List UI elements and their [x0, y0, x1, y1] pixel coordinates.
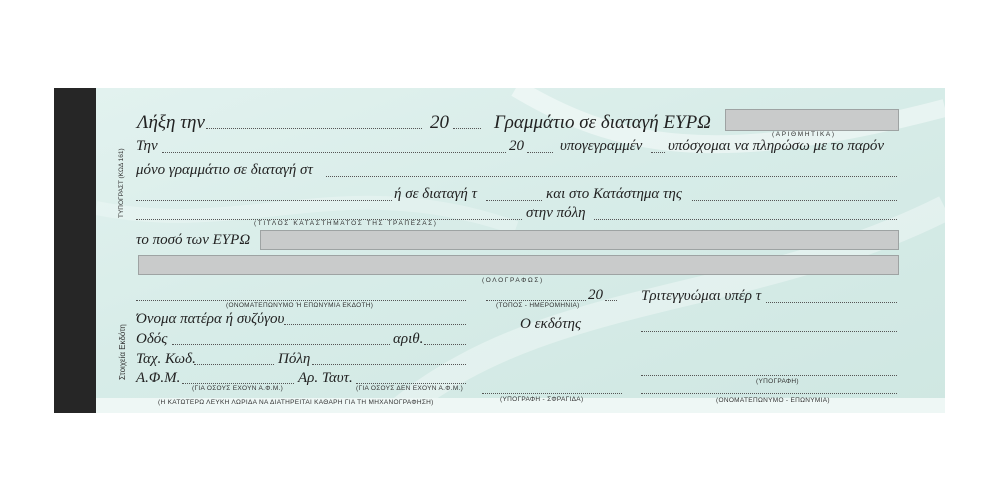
- expiry-date-field[interactable]: [206, 128, 422, 129]
- amount-words-box-2[interactable]: [138, 255, 899, 275]
- guarantor-name-field[interactable]: [641, 393, 897, 394]
- guarantor-name-caption: (ΟΝΟΜΑΤΕΠΩΝΥΜΟ - ΕΠΩΝΥΜΙΑ): [716, 397, 830, 404]
- place-date-caption: (ΤΟΠΟΣ - ΗΜΕΡΟΜΗΝΙΑ): [496, 302, 580, 309]
- issue-date-field[interactable]: [162, 152, 506, 153]
- amount-numeric-caption: (ΑΡΙΘΜΗΤΙΚΑ): [772, 131, 836, 138]
- issuer-side-label: Στοιχεία Εκδότη: [118, 324, 127, 380]
- signed-suffix-field[interactable]: [651, 152, 665, 153]
- issuer-city-field[interactable]: [312, 364, 466, 365]
- vat-caption: (ΓΙΑ ΟΣΟΥΣ ΕΧΟΥΝ Α.Φ.Μ.): [192, 385, 284, 392]
- bank-title-caption: (ΤΙΤΛΟΣ ΚΑΤΑΣΤΗΜΑΤΟΣ ΤΗΣ ΤΡΑΠΕΖΑΣ): [254, 220, 438, 227]
- guarantor-for-field[interactable]: [766, 302, 897, 303]
- street-number-field[interactable]: [424, 344, 466, 345]
- payee-continued-field[interactable]: [136, 200, 392, 201]
- father-label: Όνομα πατέρα ή συζύγου: [136, 311, 285, 327]
- id-label: Αρ. Ταυτ.: [298, 370, 353, 386]
- line3-text: μόνο γραμμάτιο σε διαταγή στ: [136, 162, 313, 178]
- amount-words-caption: (ΟΛΟΓΡΑΦΩΣ): [482, 277, 544, 284]
- line2-year: 20: [509, 138, 524, 154]
- store-label: και στο Κατάστημα της: [546, 186, 682, 202]
- issue-year-prefix: 20: [588, 287, 603, 303]
- number-label: αριθ.: [393, 331, 424, 347]
- id-caption: (ΓΙΑ ΟΣΟΥΣ ΔΕΝ ΕΧΟΥΝ Α.Φ.Μ.): [356, 385, 464, 392]
- city-field[interactable]: [594, 219, 897, 220]
- father-field[interactable]: [284, 324, 466, 325]
- street-field[interactable]: [172, 344, 390, 345]
- payee-field[interactable]: [326, 176, 897, 177]
- expiry-label: Λήξη την: [137, 112, 205, 133]
- strip-note: (Η ΚΑΤΩΤΕΡΩ ΛΕΥΚΗ ΛΩΡΙΔΑ ΝΑ ΔΙΑΤΗΡΕΙΤΑΙ ΚΑΘΑΡΗ ΓΙΑ ΤΗ ΜΗΧΑΝΟΓΡΑΦΗΣΗ): [158, 399, 434, 406]
- street-label: Οδός: [136, 331, 168, 347]
- amount-words-box-1[interactable]: [260, 230, 899, 250]
- line2-undertake: υπόσχομαι να πληρώσω με το παρόν: [668, 138, 885, 154]
- note-spine: [54, 88, 96, 413]
- guarantor-line-1[interactable]: [641, 331, 897, 332]
- printer-side-label: ΤΥΠΟΓΡΑΣΤ (ΚΩΔ 161): [118, 148, 125, 218]
- vat-field[interactable]: [182, 383, 294, 384]
- bank-branch-field[interactable]: [692, 200, 897, 201]
- order-of-label: ή σε διαταγή τ: [394, 186, 477, 202]
- expiry-year-prefix: 20: [430, 112, 449, 133]
- vat-label: Α.Φ.Μ.: [136, 370, 181, 386]
- postcode-field[interactable]: [194, 364, 274, 365]
- guarantor-label: Τριτεγγυώμαι υπέρ τ: [641, 288, 762, 304]
- postcode-label: Ταχ. Κωδ.: [136, 351, 196, 367]
- amount-numeric-box[interactable]: [725, 109, 899, 131]
- issue-year-field[interactable]: [605, 300, 617, 301]
- promissory-note: [54, 88, 945, 413]
- city-label: στην πόλη: [526, 205, 586, 221]
- issuer-signature-field[interactable]: [482, 393, 622, 394]
- place-date-field[interactable]: [486, 300, 586, 301]
- issuer-name-caption: (ΟΝΟΜΑΤΕΠΩΝΥΜΟ Ή ΕΠΩΝΥΜΙΑ ΕΚΔΟΤΗ): [226, 302, 374, 309]
- id-field[interactable]: [356, 383, 466, 384]
- signature-stamp-caption: (ΥΠΟΓΡΑΦΗ - ΣΦΡΑΓΙΔΑ): [500, 396, 584, 403]
- amount-label: το ποσό των ΕΥΡΩ: [136, 232, 251, 248]
- issuer-title: Ο εκδότης: [520, 316, 582, 332]
- guarantor-signature-field[interactable]: [641, 375, 897, 376]
- issuer-name-field[interactable]: [136, 300, 466, 301]
- expiry-year-field[interactable]: [453, 128, 481, 129]
- line2-year-field[interactable]: [527, 152, 553, 153]
- line2-start: Την: [136, 138, 158, 154]
- order-of-field[interactable]: [486, 200, 542, 201]
- line2-signed: υπογεγραμμέν: [560, 138, 643, 154]
- guarantor-signature-caption: (ΥΠΟΓΡΑΦΗ): [756, 378, 799, 385]
- issuer-city-label: Πόλη: [278, 351, 311, 367]
- note-title: Γραμμάτιο σε διαταγή ΕΥΡΩ: [494, 112, 711, 133]
